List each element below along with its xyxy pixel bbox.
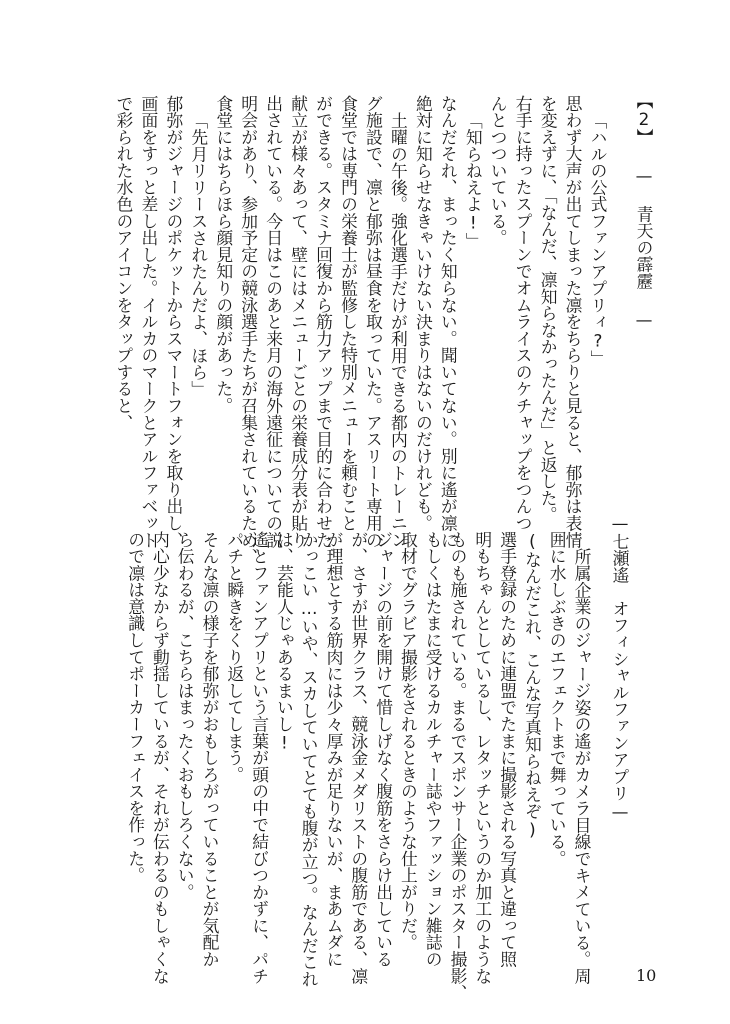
text-line: かっこい…いや、スカしていてとても腹が立つ。なんだこれ [299, 531, 320, 988]
text-line: 明もちゃんとしているし、レタッチというのか加工のような [472, 531, 493, 985]
text-line: 内心少なからず動揺しているが、それが伝わるのもしゃくな [150, 531, 171, 985]
text-line: 画面をすっと差し出した。イルカのマークとアルファベット [138, 95, 159, 549]
text-line: (なんだこれ、こんな写真知らねえぞ) [522, 531, 543, 840]
text-line: 「先月リリースされたんだよ、ほら」 [188, 111, 209, 398]
text-line: が、さすが世界クラス、競泳金メダリストの腹筋である、凛 [348, 531, 369, 985]
text-line: んとつついている。 [488, 95, 509, 247]
page-number: 10 [636, 966, 657, 985]
text-line: で彩られた水色のアイコンをタップすると、 [113, 95, 134, 431]
chapter-heading: 【2】 — 青天の霹靂 — [634, 92, 654, 330]
text-line: 食堂では専門の栄養士が監修した特別メニューを頼むこと [338, 95, 359, 532]
text-line: 明会があり、参加予定の競泳選手たちが召集されているため、 [238, 95, 259, 566]
text-line: 郁弥がジャージのポケットからスマートフォンを取り出し、 [163, 95, 184, 549]
text-line: 食堂にはちらほら顔見知りの顔があった。 [213, 95, 234, 415]
text-line: 囲に水しぶきのエフェクトまで舞っている。 [547, 531, 568, 867]
text-line: そんな凛の様子を郁弥がおもしろがっていることが気配か [200, 531, 220, 968]
text-line: 右手に持ったスプーンでオムライスのケチャップをつんつ [513, 95, 534, 532]
text-line: ら伝わるが、こちらはまったくおもしろくない。 [175, 531, 196, 901]
text-line: を変えずに、「なんだ、凛知らなかったんだ」と返した。 [538, 95, 559, 524]
text-line: 取材でグラビア撮影をされるときのような仕上がりだ。 [398, 531, 419, 951]
text-line: なんだそれ、まったく知らない。聞いてない。別に遙が凛に [438, 95, 459, 549]
text-line: 遙とファンアプリという言葉が頭の中で結びつかずに、パチ [249, 531, 270, 985]
text-line: 「知らねえよ!」 [463, 111, 484, 250]
text-line: 思わず大声が出てしまった凛をちらりと見ると、郁弥は表情 [563, 95, 584, 549]
text-line: 絶対に知らせなきゃいけない決まりはないのだけれども。 [413, 95, 434, 532]
text-line: パチと瞬きをくり返してしまう。 [224, 531, 245, 783]
text-line: ので凛は意識してポーカーフェイスを作った。 [125, 531, 146, 884]
section-heading: —七瀬遙 オフィシャルファンアプリ— [610, 513, 630, 822]
text-line: 選手登録のために連盟でたまに撮影される写真と違って照 [497, 531, 518, 968]
text-line: ものも施されている。まるでスポンサー企業のポスター撮影、 [448, 531, 468, 1002]
text-line: もしくはたまに受けるカルチャー誌やファッション雑誌の [423, 531, 444, 968]
text-line: 土曜の午後。強化選手だけが利用できる都内のトレーニン [388, 111, 409, 549]
text-line: 出されている。今日はこのあと来月の海外遠征についての説 [263, 95, 284, 549]
text-line: 献立が様々あって、壁にはメニューごとの栄養成分表が貼り [288, 95, 309, 549]
text-line: グ施設で、凛と郁弥は昼食を取っていた。アスリート専用の [363, 95, 384, 549]
text-line: ができる。スタミナ回復から筋力アップまで目的に合わせた [313, 95, 334, 549]
text-line: は、芸能人じゃあるまいし! [274, 531, 295, 753]
text-line: が理想とする筋肉には少々厚みが足りないが、まあムダに [324, 531, 344, 968]
text-line: 「ハルの公式ファンアプリィ?」 [588, 111, 608, 367]
text-line: 所属企業のジャージ姿の遙がカメラ目線でキメている。周 [572, 547, 592, 985]
text-line: ジャージの前を開けて惜しげなく腹筋をさらけ出している [373, 531, 394, 968]
